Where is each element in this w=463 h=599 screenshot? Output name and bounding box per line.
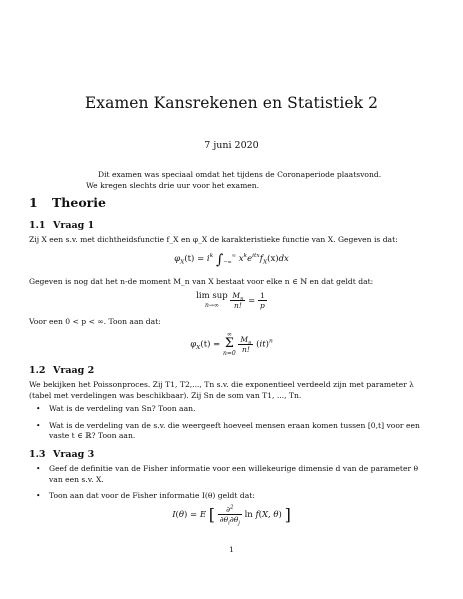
q3-heading [29,449,94,460]
q3-bullet-2: • Toon aan dat voor de Fisher informatie I(θ) geldt dat: [29,491,434,502]
q2-bullet-1: • Wat is de verdeling van Sn? Toon aan. [29,404,434,415]
q2-bullet-2: • Wat is de verdeling van de s.v. die weergeeft hoeveel mensen eraan komen tussen [0,t] voor een vaste t ∈ ℝ? Toon aan. [29,421,434,442]
q2-number: 1.2 [29,365,46,376]
q3-equation: I(θ) = E [ $\frac{\partial^2}{\partial\theta_i\partial\theta_j}$ ln f(X, θ) ] [172,504,291,527]
document-date: 7 juni 2020 [204,140,259,151]
q1-equation-3: $\varphi_X(t)$ = ∞ Σ n=0 $\frac{M_n}{n!}$ (it)$^n$ [190,331,273,357]
intro-paragraph: Dit examen was speciaal omdat het tijdens de Coronaperiode plaatsvond. We kregen slechts drie uur voor het examen. [86,170,382,190]
q1-text-2: Gegeven is nog dat het n-de moment M_n van X bestaat voor elke n ∈ ℕ en dat geldt dat: [29,277,374,286]
document-title: Examen Kansrekenen en Statistiek 2 [84,94,379,112]
q1-text-3: Voor een 0 < p < ∞. Toon aan dat: [29,317,161,326]
page-number: 1 [229,545,234,554]
q1-text-1: Zij X een s.v. met dichtheidsfunctie f_X en φ_X de karakteristieke functie van X. Gegeven is dat: [29,235,398,244]
section-title: Theorie [52,195,106,210]
q1-equation-2: lim sup n→∞ $\frac{M_n}{n!}$ = $\frac{1}{p}$ [196,290,265,310]
q2-bullet-list [29,404,434,442]
q3-number: 1.3 [29,449,46,460]
q1-equation-1: $\varphi_X(t) = i^k$ $\int_{-\infty}^\infty$ $x^ke^{itx}f_X(x)dx$ [174,252,289,268]
q1-heading [29,220,94,231]
q1-title: Vraag 1 [53,220,95,231]
q3-title: Vraag 3 [53,449,95,460]
q2-heading [29,365,94,376]
q2-text-1: We bekijken het Poissonproces. Zij T1, T2,..., Tn s.v. die exponentieel verdeeld zijn met parameter λ (tabel met verdelingen was beschikbaar). Zij Sn de som van T1, ..., Tn. [29,380,414,400]
section-heading [29,195,106,210]
q2-title: Vraag 2 [53,365,95,376]
q1-number: 1.1 [29,220,46,231]
q3-bullet-list [29,464,434,502]
q3-bullet-1: • Geef de definitie van de Fisher informatie voor een willekeurige dimensie d van de parameter θ van een s.v. X. [29,464,434,485]
section-number: 1 [29,195,38,210]
